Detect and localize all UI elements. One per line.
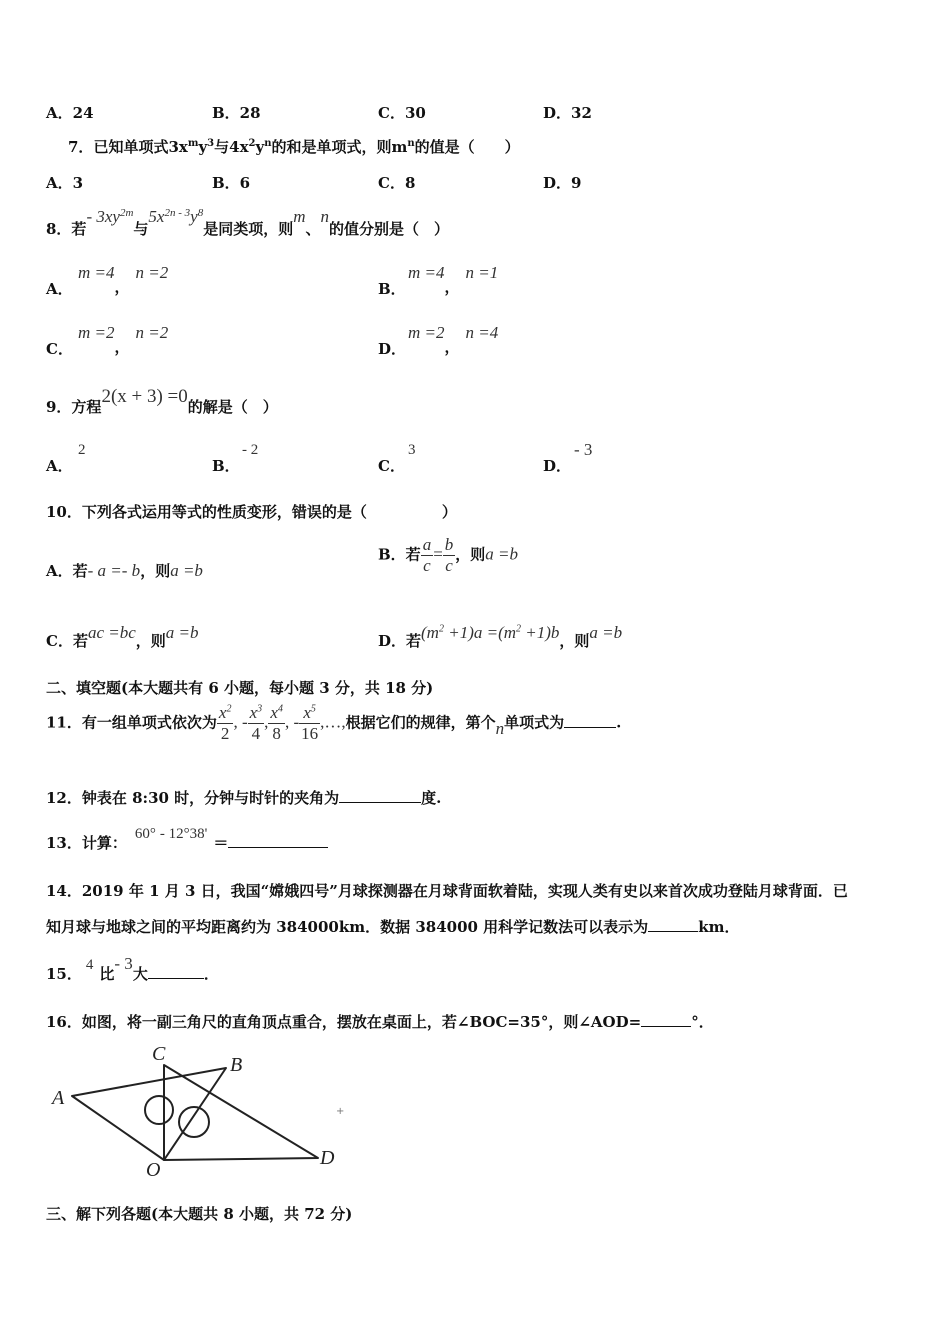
question-7: 7．已知单项式$3x^my^3$与$4x^2y^n$的和是单项式，则$m^n$的值是（ ） [68,138,520,156]
figure-label-o: O [146,1159,161,1178]
q9-option-b-label: B． [212,457,240,475]
q10-option-b: B．若 $\frac{a}{c}$ = $\frac{b}{c}$ ，则a =b [378,535,519,575]
question-8: 8．若- $3xy^{2m}$与$5x^{2n - 3}y^8$是同类项，则m、n的值分别是（ ） [46,207,450,238]
q9-option-a-label: A． [46,457,73,475]
triangle-aob [72,1068,226,1160]
section-2-heading: 二、填空题(本大题共有 6 小题，每小题 3 分，共 18 分) [46,679,434,697]
question-14-line-2: 知月球与地球之间的平均距离约为 384000km．数据 384000 用科学记数法可以表示为 km． [46,918,740,936]
triangle-rulers-figure [40,1038,360,1178]
q9-option-d-value: - 3 [574,440,593,459]
triangle-cod [164,1065,318,1160]
q9-option-c-label: C． [378,457,405,475]
q8-option-d-expr: m =2，n =4 [408,323,499,356]
q8-option-a-label: A． [46,280,73,298]
q14-answer-blank[interactable] [648,917,698,932]
q9-option-c-value: 3 [408,442,416,458]
q8-option-c-label: C． [46,340,73,358]
question-14-line-1: 14．2019 年 1 月 3 日，我国“嫦娥四号”月球探测器在月球背面软着陆，实现人类有史以来首次成功登陆月球背面．已 [46,882,848,900]
figure-label-d: D [320,1147,335,1169]
q10-option-d: D．若$(m^2 +1)a =(m^2 +1)b$，则a =b [378,623,623,650]
question-11: 11．有一组单项式依次为 $\frac{x^2}{2}$ , - $\frac{x^3}{4}$ , $\frac{x^4}{8}$ , - $\frac{x^5}{16}$ ,…,根据它们的规律，第个n单项式为 . [46,703,622,743]
q9-option-b-value: - 2 [242,442,259,458]
question-16: 16．如图，将一副三角尺的直角顶点重合，摆放在桌面上，若∠BOC=35°，则∠AOD= °． [46,1013,714,1031]
q15-answer-blank[interactable] [148,964,204,979]
q7-option-c: C．8 [378,174,416,192]
q8-option-c-expr: m =2，n =2 [78,323,169,356]
q13-answer-blank[interactable] [228,833,328,848]
question-12: 12．钟表在 8:30 时，分钟与时针的夹角为 度. [46,789,442,807]
q8-option-a-expr: m =4，n =2 [78,263,169,296]
figure-marker: + [336,1106,345,1117]
q7-option-a: A．3 [46,174,84,192]
q6-option-b: B．28 [212,104,261,122]
ruler-hole-right [179,1107,209,1137]
q16-answer-blank[interactable] [641,1012,691,1027]
figure-label-b: B [230,1054,243,1076]
q7-option-d: D．9 [543,174,582,192]
question-15: 15． 4 比- 3大 ． [46,954,219,983]
section-3-heading: 三、解下列各题(本大题共 8 小题，共 72 分) [46,1205,353,1223]
q7-option-b: B．6 [212,174,251,192]
figure-label-a: A [52,1087,65,1109]
ruler-hole-left [145,1096,173,1124]
q6-option-d: D．32 [543,104,592,122]
q10-option-c: C．若ac =bc，则a =b [46,623,199,650]
question-9: 9．方程2(x + 3) =0的解是（ ） [46,386,278,416]
q6-option-a: A．24 [46,104,94,122]
question-13: 13．计算： 60° - 12°38' ＝ [46,832,328,853]
q11-answer-blank[interactable] [564,713,616,728]
q8-option-d-label: D． [378,340,407,358]
q8-option-b-label: B． [378,280,406,298]
q9-option-d-label: D． [543,457,572,475]
q12-answer-blank[interactable] [339,788,421,803]
q9-option-a-value: 2 [78,442,86,458]
q6-option-c: C．30 [378,104,426,122]
figure-label-c: C [152,1043,166,1065]
question-10: 10．下列各式运用等式的性质变形，错误的是（ ） [46,503,457,521]
q10-option-a: A．若- a =- b，则a =b [46,561,203,580]
q8-option-b-expr: m =4，n =1 [408,263,499,296]
